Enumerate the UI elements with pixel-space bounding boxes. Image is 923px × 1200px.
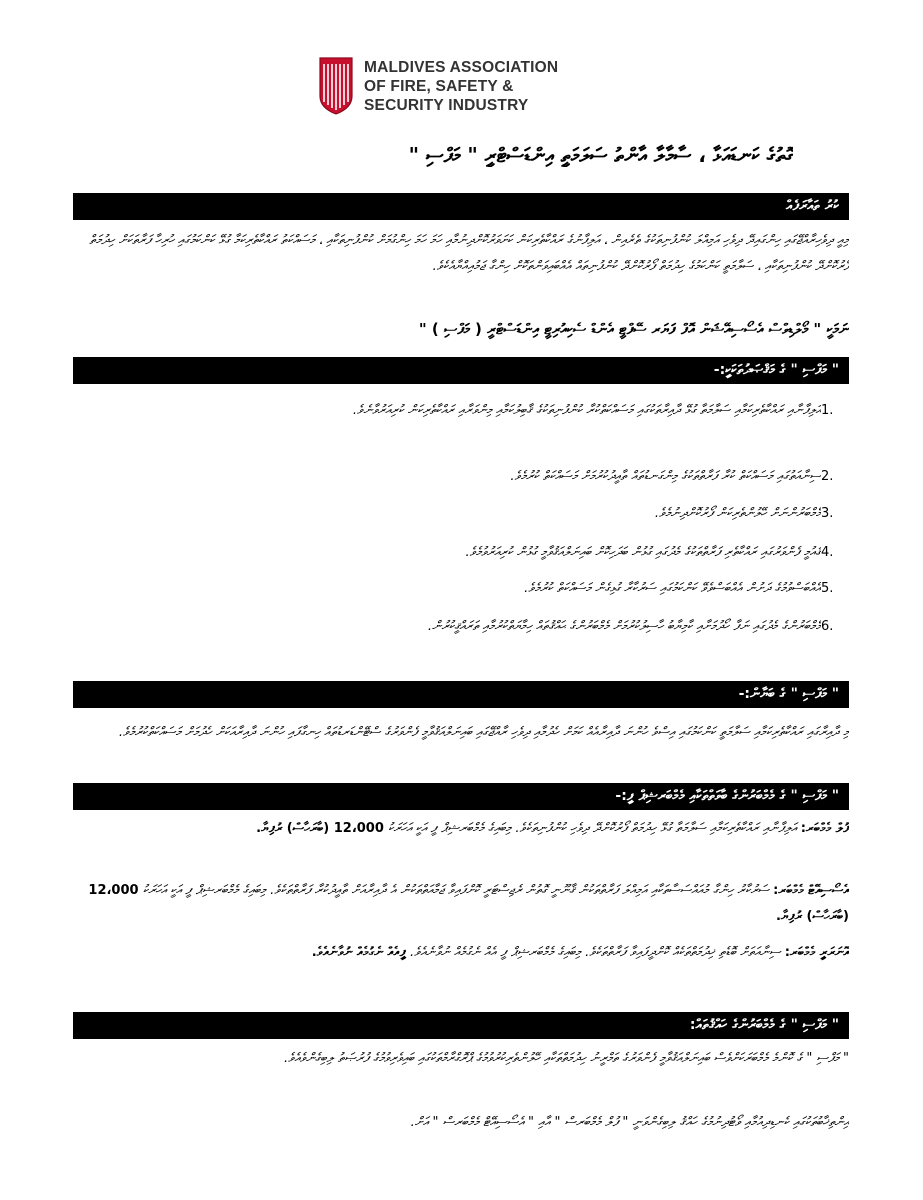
aim-text: ސިނާއަތުގައި މަސައްކަތް ކުރާ ފަރާތްތަކުގެ މިންގަނޑުތައް ތާއީދުކުރުމަށް މަސައްކަތް ކުރުމެވެ. (510, 469, 821, 484)
aim-text: މެމްބަރުންގެ މެދުގައި ނަފާ ހޯދުމަށާއި ކާމިޔާބު ހާސިލުކުރުމަށް މެމްބަރުންގެ ޙައްޤުތައް ހިމާޔަތްކުރުމާއި ތަރައްޤީކުރުން. (427, 619, 821, 634)
logo-line-1: MALDIVES ASSOCIATION (364, 58, 559, 76)
aim-number: 5. (821, 581, 834, 596)
aim-item (73, 614, 849, 668)
aim-number: 3. (821, 506, 834, 521)
aim-text: އަލިފާނާއި ރައްކާތެރިކަމާއި ސަލާމަތާ ގުޅޭ ދާއިރާތަކުގައި މަސައްކަތްކުރާ ކުންފުނިތަކުގެ ޤާބިލުކަމާއި މިންވަރާއި ރައްކާތެރިކަން ކުރިއަރުވާނެވެ. (352, 403, 821, 418)
associate-member-label: އެސޯސިއޭޓް މެމްބަރ: (773, 883, 849, 898)
aim-item (73, 540, 849, 568)
association-name-line: ނަމަކީ " މޯލްޑިވްސް އެސޯސިއޭޝަން އޮފް ފަޔަރ ސޭފްޓީ އެންޑް ސެކިއުރިޓީ އިންޑަސްޓްރީ ( މަފްސި ) " (418, 320, 849, 338)
intro-paragraph: މިއީ ދިވެހިރާއްޖޭގައި ހިންގައިދޭ ދިވެހި އަމިއްލަ ކުންފުނިތަކުގެ ތެރެއިން ، އަލިފާނުގެ ރައްކާތެރިކަން ކަށަވަރުކޮށްދިނުމާއި ހަމަ ހަމަ ހިންގުމަށް ކުންފުނިތަކާއި ، މަސައްކަތު ރައްކާތެރިކަމާ ގުޅޭ ކަންކަމުގައި ހުރިހާ ފަރާތަކަށް ހިދުމަތް ފޯރުކޮށްދޭ ކުންފުނިތަކާއި ، ސަލާމަތީ ކަންކަމުގެ ހިދުމަތް ފޯރުކޮށްދޭ ކުންފުނިތައް އެއްބައިވަންތަކޮށް ހިންގާ ޖަމުއިއްޔާއެކެވެ. (89, 233, 849, 274)
aim-text: އެއްބަސްވުމުގެ ދަށުން އެއްބަސްވެވޭ ކަންކަމުގައި ސަރުކާރާ ގުޅިގެން މަސައްކަތް ކުރުމެވެ. (524, 581, 821, 596)
membership-heading-text: " މަފްސި " ގެ މެމްބަރުންގެ ބާވަތްތަކާއި މެމްބަރޝިޕް ފީ:- (615, 788, 839, 804)
section-heading-benefits: " މަފްސި " ގެ މެމްބަރުންގެ ހައްޤުތައް: (73, 1012, 849, 1039)
honorary-member-end: ފީއެއް ނެގުމެއް ނުވާނެއެވެ. (311, 945, 406, 960)
logo-line-3: SECURITY INDUSTRY (364, 96, 529, 114)
associate-member-text: ސަރުކާރު ހިންގާ މުއައްސަސާތަކާއި އަމިއްލަ ފަރާތްތަކުން ޤާނޫނީ ގޮތުން ރެޖިސްޓަރީ ކޮށްފައިވާ ޖަމާއަތްތަކުން އެ ދާއިރާއަށް ތާއީދުކުރާ ފަރާތްތަކެވެ. މިބައިގެ މެމްބަރޝިޕް ފީ އަކީ އަހަރަކު (142, 883, 770, 898)
aim-number: 4. (821, 545, 834, 560)
aim-number: 2. (821, 469, 834, 484)
benefits-paragraph-2: އިންތިޚާބުތަކުގައި ކެނޑިދިއުމާއި ވޯޓުދިނުމުގެ ހައްޤު ލިބިގެންވަނީ " ފުލް މެމްބަރސް " އާއި " އެސޯސިއޭޓް މެމްބަރސް " އަށް. (410, 1115, 849, 1130)
associate-member-paragraph (73, 878, 849, 932)
vision-paragraph: މި ދާއިރާގައި ރައްކާތެރިކަމާއި ސަލާމަތީ ކަންކަމުގައި އިސްވެ ހުންނަ ދާއިރާއެއް ކަމަށް ހެދުމާއި ދިވެހި ރާއްޖޭގައި ބައިނަލްއަޤުވާމީ ފެންވަރުގެ ސްޓޭންޑަރޑުތައް ހިނގާފައި ހުންނަ ދާއިރާއަކަށް ހެދުމަށް މަސައްކަތްކުރުމެވެ. (118, 725, 849, 740)
logo-line-2: OF FIRE, SAFETY & (364, 77, 514, 95)
logo-wordmark (364, 58, 558, 115)
honorary-member-label: އޮނަރަރީ މެމްބަރ: (784, 945, 849, 960)
honorary-member-paragraph (73, 940, 849, 994)
associate-member-fee: 12،000 (ބާރަހާސް) ރުފިޔާ. (88, 883, 849, 924)
aim-text: މެމްބަރުންނަށް ހޭލުންތެރިކަން ފޯރުކޮށްދިނުމެވެ. (654, 506, 821, 521)
section-heading-aims: " މަފްސި " ގެ މަޤްޞަދުތަކަކީ:- (73, 357, 849, 384)
aim-number: 1. (821, 403, 834, 418)
document-title: ގޮތުގެ ކަނޑައަޅާ ، ސާމާލާ އާންތު ސަލަމަތީ އިންޑަސްޓްރީ " މަފްސި " (408, 143, 793, 167)
aim-item (73, 576, 849, 604)
full-member-text: އަލިފާނާއި ރައްކާތެރިކަމާއި ސަލާމަތާ ގުޅޭ ހިދުމަތް ފޯރުކޮށްދޭ ދިވެހި ކުންފުނިތަކެވެ. މިބައިގެ މެމްބަރޝިޕް ފީ އަކީ އަހަރަކު (388, 821, 797, 836)
aim-item (73, 464, 849, 492)
aim-text: ޤައުމީ ފެންވަރުގައި ރައްކާތެރި ފަރާތްތަކުގެ މެދުގައި ގުޅުން ބަދަހިކޮށް ބައިނަލްއަޤުވާމީ ގުޅުން ކުރިއަރުވުމެވެ. (465, 545, 821, 560)
full-member-paragraph (73, 816, 849, 870)
section-heading-vision: " މަފްސި " ގެ ބަޔާން:- (73, 681, 849, 708)
aim-item (73, 398, 849, 452)
section-heading-intro: ކުރު ތައާރަފެއް (73, 193, 849, 220)
section-heading-membership (73, 783, 849, 810)
full-member-label: ފުލް މެމްބަރ: (800, 821, 849, 836)
aim-number: 6. (821, 619, 834, 634)
full-member-fee: 12،000 (ބާރަހާސް) ރުފިޔާ. (256, 821, 384, 836)
honorary-member-text: ސިނާއަތަށް ބޮޑެތި ޚިދުމަތްތަކެއް ކޮށްދީފައިވާ ފަރާތްތަކެވެ. މިބައިގެ މެމްބަރޝިޕް ފީ އެއް ނެގުމެއް ނުވާނެއެވެ. (409, 945, 781, 960)
benefits-paragraph-1: " މަފްސި " ގެ ކޮންމެ މެމްބަރަކަށްވެސް ބައިނަލްއަޤުވާމީ ފެންވަރުގެ ތަމްރީނު ހިދުމަތްތަކާއި ހޭލުންތެރިކުރުވުމުގެ ޕްރޮގްރާމްތަކުގައި ބައިވެރިވުމުގެ ފުރުޞަތު ލިބިގެންވެއެވެ. (283, 1051, 849, 1066)
mafsi-shield-icon (318, 56, 354, 116)
aim-item (73, 501, 849, 529)
association-logo (318, 55, 598, 117)
